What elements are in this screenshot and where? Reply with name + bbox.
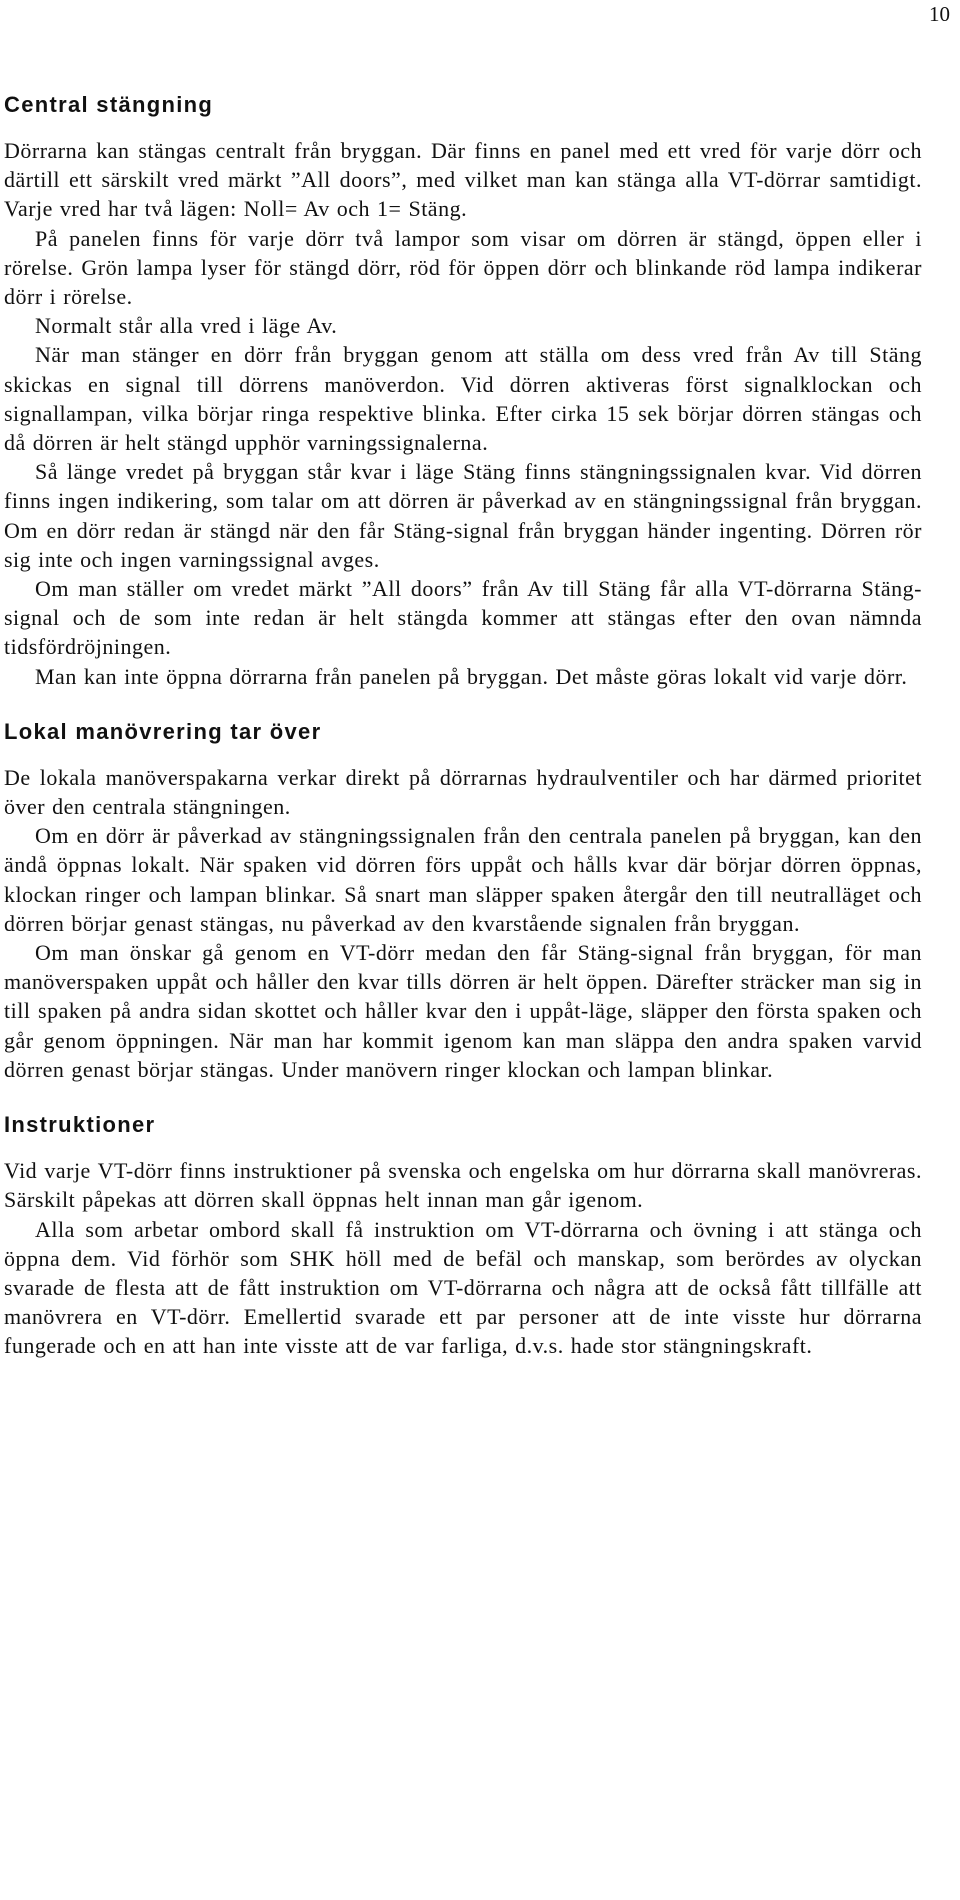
section-central-stangning bbox=[4, 90, 922, 691]
paragraph: Alla som arbetar ombord skall få instruktion om VT-dörrarna och övning i att stänga och öppna dem. Vid förhör som SHK höll med de befäl och manskap, som berördes av olyckan svarade de flesta att de fått instruktion om VT-dörrarna och några att de också fått tillfälle att manövrera en VT-dörr. Emellertid svarade ett par personer att de inte visste hur dörrarna fungerade och en att han inte visste att de var farliga, d.v.s. hade stor stängningskraft. bbox=[4, 1216, 922, 1359]
section-paragraphs bbox=[4, 136, 922, 691]
paragraph: Om man önskar gå genom en VT-dörr medan den får Stäng-signal från bryggan, för man manöverspaken uppåt och håller den kvar tills dörren är helt öppen. Därefter sträcker man sig in till spaken på andra sidan skottet och håller kvar den i uppåt-läge, släpper den första spaken och går genom öppningen. När man har kommit igenom kan man släppa den andra spaken varvid dörren genast börjar stängas. Under manövern ringer klockan och lampan blinkar. bbox=[4, 940, 922, 1082]
paragraph: Om man ställer om vredet märkt ”All doors” från Av till Stäng får alla VT-dörrarna Stäng-signal och de som inte redan är helt stängda kommer att stängas efter den ovan nämnda tidsfördröjningen. bbox=[4, 576, 922, 660]
paragraph: Man kan inte öppna dörrarna från panelen på bryggan. Det måste göras lokalt vid varje dörr. bbox=[35, 663, 908, 689]
section-paragraphs bbox=[4, 1156, 922, 1360]
paragraph: På panelen finns för varje dörr två lampor som visar om dörren är stängd, öppen eller i rörelse. Grön lampa lyser för stängd dörr, röd för öppen dörr och blinkande röd lampa indikerar dörr i rörelse. bbox=[4, 225, 922, 310]
paragraph: När man stänger en dörr från bryggan genom att ställa om dess vred från Av till Stäng skickas en signal till dörrens manöverdon. Vid dörren aktiveras först signalklockan och signallampan, vilka börjar ringa respektive blinka. Efter cirka 15 sek börjar dörren stängas och då dörren är helt stängd upphör varningssignalerna. bbox=[4, 342, 922, 456]
paragraph: Normalt står alla vred i läge Av. bbox=[35, 313, 338, 339]
section-heading: Lokal manövrering tar över bbox=[4, 718, 322, 744]
paragraph: De lokala manöverspakarna verkar direkt på dörrarnas hydraulventiler och har därmed prioritet över den centrala stängningen. bbox=[4, 764, 922, 820]
section-heading: Central stängning bbox=[4, 92, 214, 117]
page-number: 10 bbox=[929, 2, 950, 26]
document-body bbox=[4, 90, 922, 1387]
section-heading: Instruktioner bbox=[4, 1112, 156, 1138]
section-lokal-manovrering bbox=[4, 717, 922, 1084]
paragraph: Om en dörr är påverkad av stängningssignalen från den centrala panelen på bryggan, kan den ändå öppnas lokalt. När spaken vid dörren förs uppåt och hålls kvar där börjar dörren öppnas, klockan ringer och lampan blinkar. Så snart man släpper spaken återgår den till neutralläget och dörren börjar genast stängas, nu påverkad av den kvarstående signalen från bryggan. bbox=[4, 823, 922, 936]
section-instruktioner bbox=[4, 1110, 922, 1360]
paragraph: Vid varje VT-dörr finns instruktioner på svenska och engelska om hur dörrarna skall manövreras. Särskilt påpekas att dörren skall öppnas helt innan man går igenom. bbox=[4, 1158, 922, 1213]
paragraph: Dörrarna kan stängas centralt från bryggan. Där finns en panel med ett vred för varje dörr och därtill ett särskilt vred märkt ”All doors”, med vilket man kan stänga alla VT-dörrar samtidigt. Varje vred har två lägen: Noll= Av och 1= Stäng. bbox=[4, 138, 922, 222]
section-paragraphs bbox=[4, 763, 922, 1084]
paragraph: Så länge vredet på bryggan står kvar i läge Stäng finns stängningssignalen kvar. Vid dörren finns ingen indikering, som talar om att dörren är påverkad av en stängningssignal från bryggan. Om en dörr redan är stängd när den får Stäng-signal från bryggan händer ingenting. Dörren rör sig inte och ingen varningssignal avges. bbox=[4, 459, 922, 572]
